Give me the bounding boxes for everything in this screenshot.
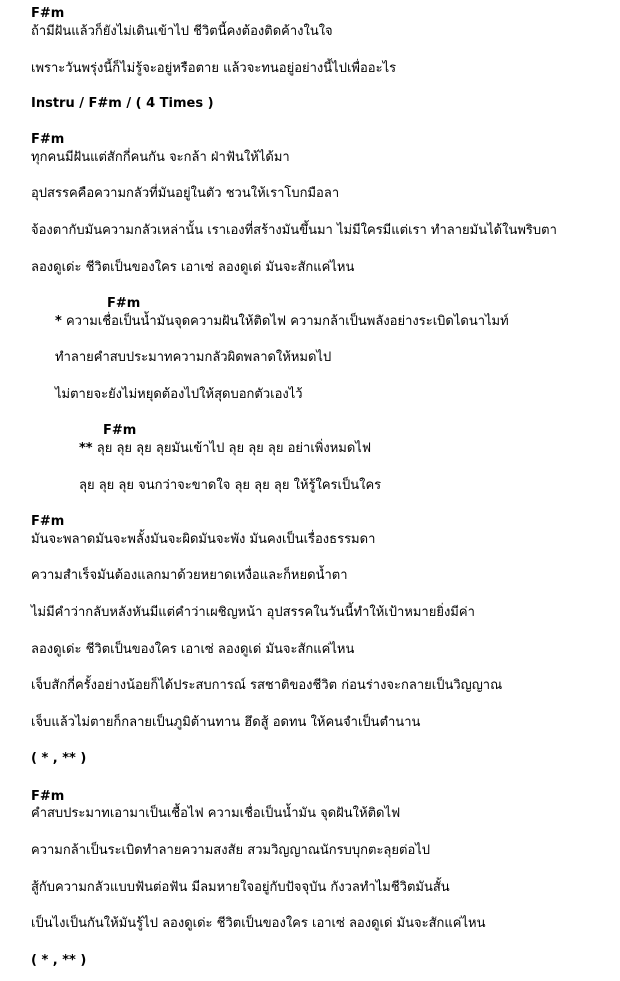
lyric-line: อุปสรรคคือความกลัวที่มันอยู่ในตัว ชวนให้เราโบกมือลา — [31, 186, 340, 201]
lyric-line: มันจะพลาดมันจะพลั้งมันจะผิดมันจะพัง มันคงเป็นเรื่องธรรมดา — [31, 532, 376, 547]
lyric-line: ไม่ตายจะยังไม่หยุดต้องไปให้สุดบอกตัวเองไว้ — [55, 387, 303, 402]
lyric-line: ลุย ลุย ลุย จนกว่าจะขาดใจ ลุย ลุย ลุย ให้รู้ใครเป็นใคร — [79, 478, 382, 493]
lyric-line: ทุกคนมีฝันแต่สักกี่คนกัน จะกล้า ฝ่าฟันให้ได้มา — [31, 150, 290, 165]
lyric-text: ความเชื่อเป็นน้ำมันจุดความฝันให้ติดไฟ ความกล้าเป็นพลังอย่างระเบิดไดนาไมท์ — [61, 314, 509, 329]
chord-label: F#m — [31, 6, 65, 21]
repeat-marker: ( * , ** ) — [31, 953, 87, 968]
chord-label: F#m — [107, 296, 141, 311]
chord-label: F#m — [103, 423, 137, 438]
lyric-line: ไม่มีคำว่ากลับหลังหันมีแต่คำว่าเผชิญหน้า อุปสรรคในวันนี้ทำให้เป้าหมายยิ่งมีค่า — [31, 605, 475, 620]
lyric-line: ลองดูเด่ะ ชีวิตเป็นของใคร เอาเซ่ ลองดูเด่ มันจะสักแค่ไหน — [31, 642, 355, 657]
lyric-line: จ้องตากับมันความกลัวเหล่านั้น เราเองที่สร้างมันขึ้นมา ไม่มีใครมีแต่เรา ทำลายมันได้ในพริบตา — [31, 223, 557, 238]
chord-label: F#m — [31, 514, 65, 529]
lyric-line — [55, 314, 509, 330]
lyric-line: ถ้ามีฝันแล้วก็ยังไม่เดินเข้าไป ชีวิตนี้คงต้องติดค้างในใจ — [31, 24, 333, 39]
lyric-line: ลองดูเด่ะ ชีวิตเป็นของใคร เอาเซ่ ลองดูเด่ มันจะสักแค่ไหน — [31, 260, 355, 275]
lyric-line: เจ็บสักกี่ครั้งอย่างน้อยก็ได้ประสบการณ์ รสชาติของชีวิต ก่อนร่างจะกลายเป็นวิญญาณ — [31, 678, 503, 693]
lyric-line: เจ็บแล้วไม่ตายก็กลายเป็นภูมิต้านทาน ฮึดสู้ อดทน ให้คนจำเป็นตำนาน — [31, 715, 421, 730]
verse-marker: * — [55, 314, 62, 329]
repeat-marker: ( * , ** ) — [31, 751, 87, 766]
lyric-line: ความกล้าเป็นระเบิดทำลายความสงสัย สวมวิญญาณนักรบบุกตะลุยต่อไป — [31, 843, 431, 858]
lyric-line: เป็นไงเป็นกันให้มันรู้ไป ลองดูเด่ะ ชีวิตเป็นของใคร เอาเซ่ ลองดูเด่ มันจะสักแค่ไหน — [31, 916, 486, 931]
lyric-text: ลุย ลุย ลุย ลุยมันเข้าไป ลุย ลุย ลุย อย่าเพิ่งหมดไฟ — [92, 441, 372, 456]
chord-label: F#m — [31, 132, 65, 147]
instrumental-note: Instru / F#m / ( 4 Times ) — [31, 96, 214, 111]
lyric-line: ทำลายคำสบประมาทความกลัวผิดพลาดให้หมดไป — [55, 350, 332, 365]
lyric-line — [79, 441, 371, 457]
lyric-line: เพราะวันพรุ่งนี้ก็ไม่รู้จะอยู่หรือตาย แล้วจะทนอยู่อย่างนี้ไปเพื่ออะไร — [31, 61, 397, 76]
lyric-line: คำสบประมาทเอามาเป็นเชื้อไฟ ความเชื่อเป็นน้ำมัน จุดฝันให้ติดไฟ — [31, 806, 401, 821]
chord-label: F#m — [31, 789, 65, 804]
lyric-line: ความสำเร็จมันต้องแลกมาด้วยหยาดเหงื่อและก็หยดน้ำตา — [31, 568, 348, 583]
chorus-marker: ** — [79, 441, 93, 456]
lyric-line: สู้กับความกลัวแบบฟันต่อฟัน มีลมหายใจอยู่กับปัจจุบัน กังวลทำไมชีวิตมันสั้น — [31, 880, 450, 895]
